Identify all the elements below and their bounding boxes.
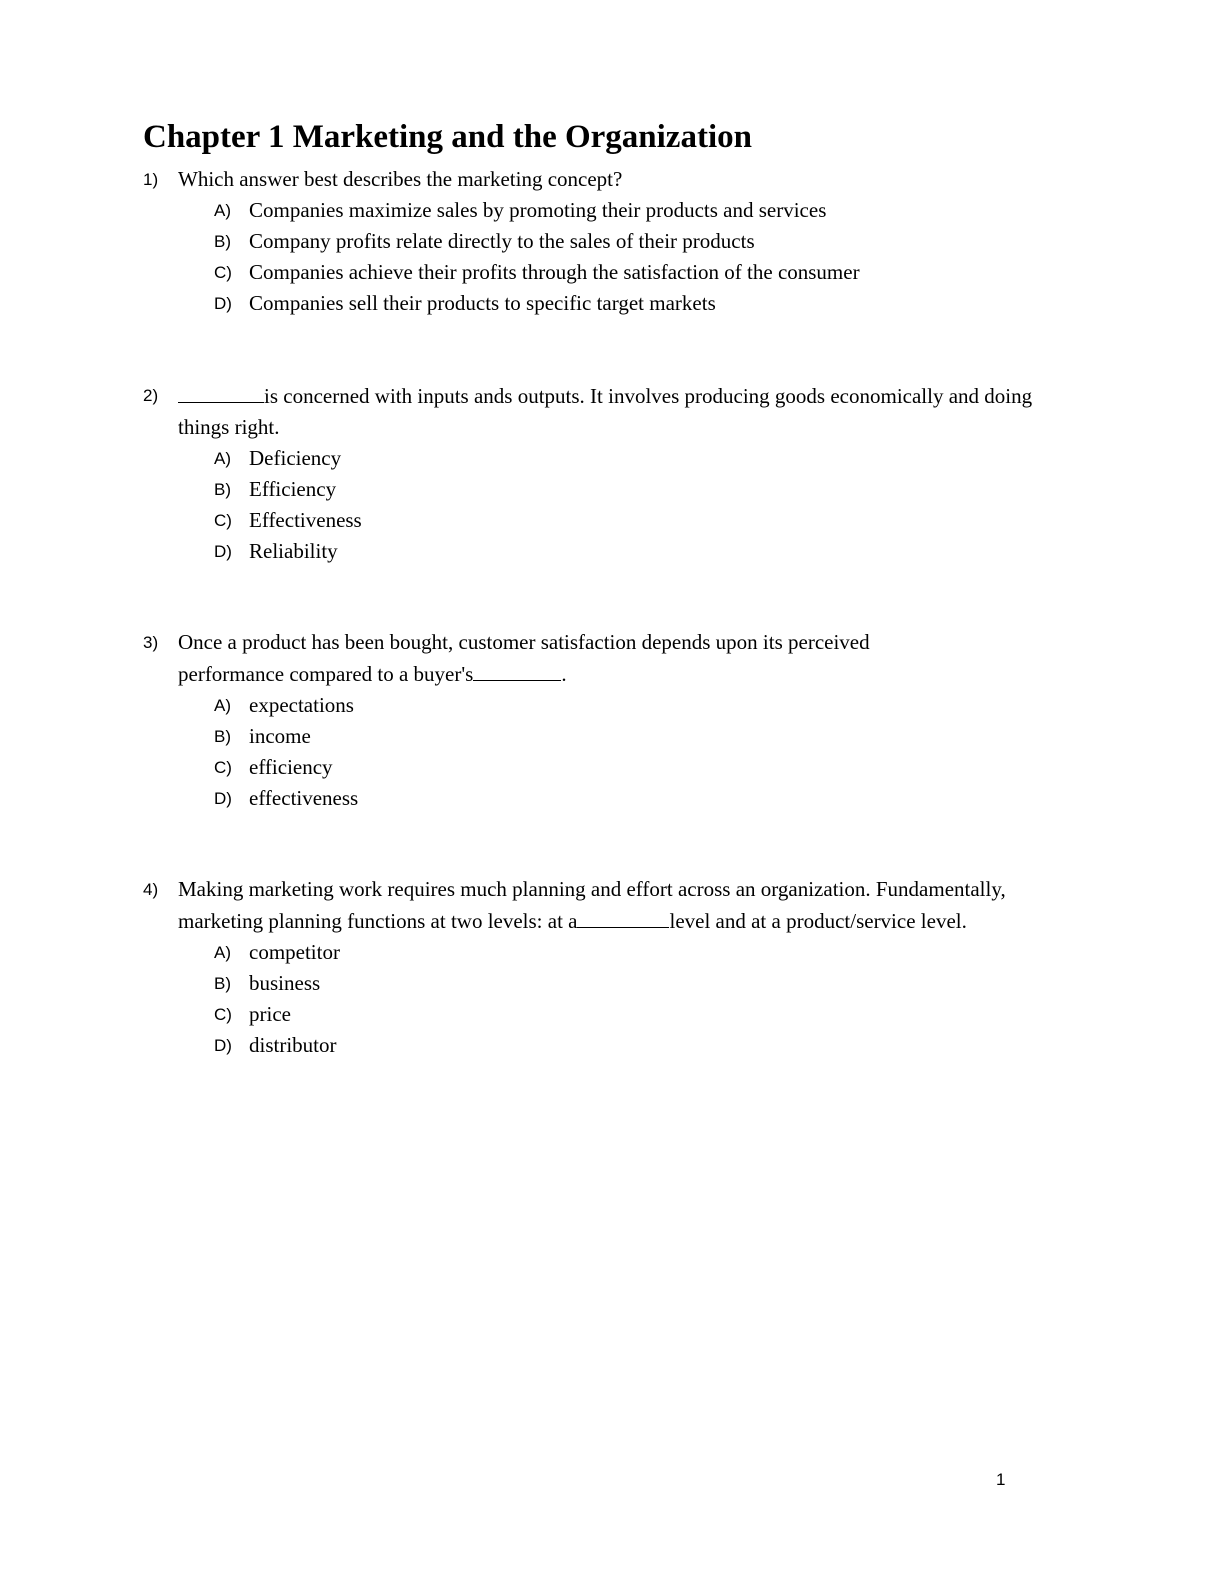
option-text: competitor xyxy=(249,940,340,964)
option-text: Company profits relate directly to the sales of their products xyxy=(249,229,755,253)
option-letter: C) xyxy=(214,758,232,777)
option-letter: B) xyxy=(214,727,231,746)
question-3 xyxy=(143,627,1083,814)
question-2-option-b xyxy=(143,474,1083,505)
question-4-number: 4) xyxy=(143,880,159,899)
option-letter: C) xyxy=(214,1005,232,1024)
question-4-option-c xyxy=(143,999,1083,1030)
question-3-number: 3) xyxy=(143,633,159,652)
option-text: Effectiveness xyxy=(249,508,362,532)
question-3-option-b xyxy=(143,721,1083,752)
option-text: Deficiency xyxy=(249,446,342,470)
answer-blank xyxy=(473,658,561,681)
option-letter: B) xyxy=(214,974,231,993)
option-text: Companies maximize sales by promoting their products and services xyxy=(249,198,827,222)
answer-blank xyxy=(178,380,264,403)
question-3-stem xyxy=(143,627,978,690)
question-1 xyxy=(143,164,1083,319)
option-letter: D) xyxy=(214,1036,232,1055)
page-number: 1 xyxy=(996,1470,1006,1489)
option-letter: D) xyxy=(214,294,232,313)
question-3-option-a xyxy=(143,690,1083,721)
question-4-stem xyxy=(143,874,1018,937)
option-text: business xyxy=(249,971,321,995)
option-text: price xyxy=(249,1002,291,1026)
question-3-option-d xyxy=(143,783,1083,814)
question-2-option-d xyxy=(143,536,1083,567)
option-letter: A) xyxy=(214,943,231,962)
question-1-option-b xyxy=(143,226,1083,257)
question-4-text-end: level and at a product/service level. xyxy=(669,909,967,933)
option-text: Efficiency xyxy=(249,477,337,501)
question-1-option-d xyxy=(143,288,1083,319)
question-1-option-c xyxy=(143,257,1083,288)
question-1-number: 1) xyxy=(143,170,159,189)
question-1-options xyxy=(143,195,1083,319)
question-1-text: Which answer best describes the marketing concept? xyxy=(178,167,623,191)
question-1-stem xyxy=(143,164,1083,195)
question-4-option-b xyxy=(143,968,1083,999)
question-4-option-d xyxy=(143,1030,1083,1061)
option-text: Reliability xyxy=(249,539,338,563)
question-2-options xyxy=(143,443,1083,567)
question-3-option-c xyxy=(143,752,1083,783)
option-letter: D) xyxy=(214,542,232,561)
question-4-options xyxy=(143,937,1083,1061)
question-2 xyxy=(143,380,1083,567)
option-text: Companies achieve their profits through the satisfaction of the consumer xyxy=(249,260,860,284)
option-letter: A) xyxy=(214,449,231,468)
question-4-option-a xyxy=(143,937,1083,968)
question-2-text: is concerned with inputs ands outputs. It involves producing goods economically and doing things right. xyxy=(178,384,1033,439)
option-letter: B) xyxy=(214,232,231,251)
question-3-options xyxy=(143,690,1083,814)
question-3-text: Once a product has been bought, customer satisfaction depends upon its perceived performance compared to a buyer's xyxy=(178,630,870,686)
question-4 xyxy=(143,874,1083,1061)
question-3-text-end: . xyxy=(561,662,567,686)
option-letter: C) xyxy=(214,511,232,530)
option-text: Companies sell their products to specific target markets xyxy=(249,291,716,315)
option-letter: D) xyxy=(214,789,232,808)
question-2-number: 2) xyxy=(143,386,159,405)
option-letter: A) xyxy=(214,696,231,715)
question-2-stem xyxy=(143,380,1083,443)
chapter-title: Chapter 1 Marketing and the Organization xyxy=(143,119,752,155)
question-2-option-c xyxy=(143,505,1083,536)
question-1-option-a xyxy=(143,195,1083,226)
option-text: income xyxy=(249,724,311,748)
option-letter: C) xyxy=(214,263,232,282)
question-2-option-a xyxy=(143,443,1083,474)
question-4-text: Making marketing work requires much planning and effort across an organization. Fundamentally, marketing planning functions at two levels: at a xyxy=(178,877,1006,933)
option-text: effectiveness xyxy=(249,786,359,810)
option-letter: A) xyxy=(214,201,231,220)
option-text: efficiency xyxy=(249,755,333,779)
option-text: distributor xyxy=(249,1033,337,1057)
answer-blank xyxy=(577,905,669,928)
option-letter: B) xyxy=(214,480,231,499)
option-text: expectations xyxy=(249,693,354,717)
